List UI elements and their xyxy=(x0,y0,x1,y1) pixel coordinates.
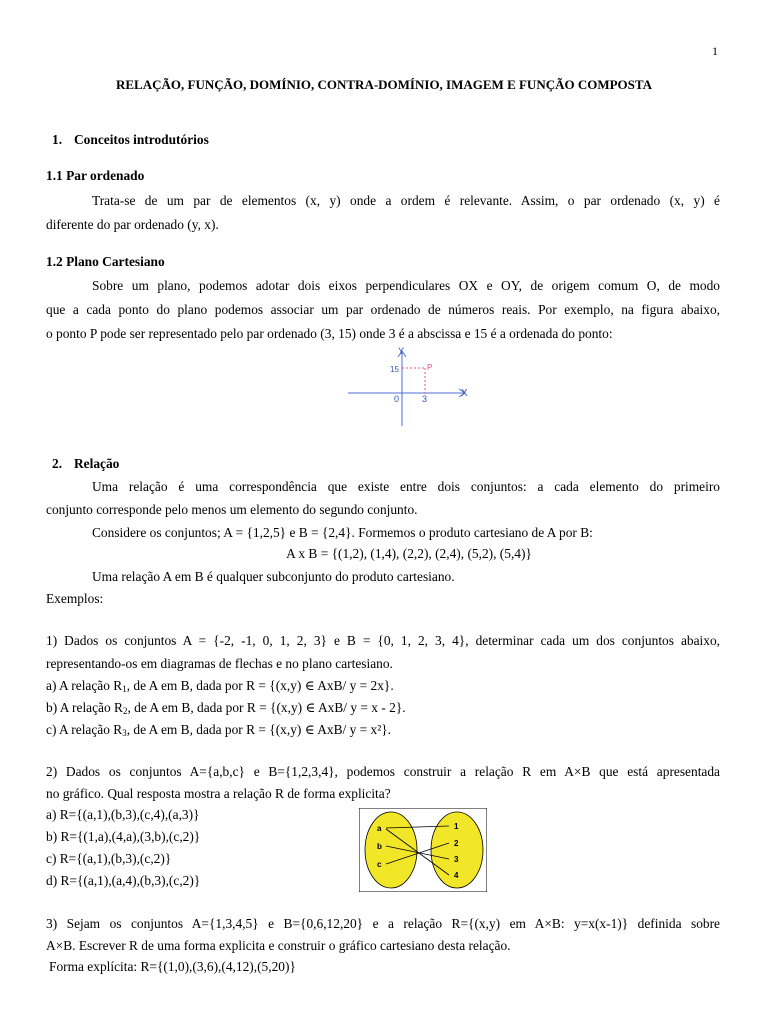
example2-line: no gráfico. Qual resposta mostra a relação R de forma explicita? xyxy=(46,786,391,801)
paragraph-line: Uma relação A em B é qualquer subconjunto do produto cartesiano. xyxy=(92,569,455,584)
set-a-element: c xyxy=(377,860,382,869)
paragraph-line: o ponto P pode ser representado pelo par ordenado (3, 15) onde 3 é a abscissa e 15 é a ordenada do ponto: xyxy=(46,326,613,341)
section1-heading: Conceitos introdutórios xyxy=(74,132,209,147)
set-b-element: 1 xyxy=(454,822,459,831)
arrow-diagram xyxy=(359,808,487,892)
example2-line: 2) Dados os conjuntos A={a,b,c} e B={1,2,3,4}, podemos construir a relação R em A×B que está apresentada xyxy=(46,764,720,779)
page-title: RELAÇÃO, FUNÇÃO, DOMÍNIO, CONTRA-DOMÍNIO, IMAGEM E FUNÇÃO COMPOSTA xyxy=(116,77,652,92)
section1-number: 1. xyxy=(52,132,63,147)
example2-option-d: d) R={(a,1),(a,4),(b,3),(c,2)} xyxy=(46,873,201,888)
example3-line: 3) Sejam os conjuntos A={1,3,4,5} e B={0,6,12,20} e a relação R={(x,y) em A×B: y=x(x-1)} definida sobre xyxy=(46,916,720,931)
example1-item-a: a) A relação $R_1$, de A em B, dada por R = {(x,y) ∈ AxB/ y = 2x}. xyxy=(46,678,394,694)
section2-number: 2. xyxy=(52,456,63,471)
x-axis-label: X xyxy=(461,388,468,399)
section2-heading: Relação xyxy=(74,456,120,471)
point-p-label: P xyxy=(427,363,433,372)
cartesian-product: A x B = {(1,2), (1,4), (2,2), (2,4), (5,2), (5,4)} xyxy=(286,546,532,561)
set-b-element: 3 xyxy=(454,855,459,864)
paragraph-line: conjunto corresponde pelo menos um elemento do segundo conjunto. xyxy=(46,502,418,517)
example2-option-c: c) R={(a,1),(b,3),(c,2)} xyxy=(46,851,172,866)
page-number: 1 xyxy=(712,44,718,58)
paragraph-line: Sobre um plano, podemos adotar dois eixos perpendiculares OX e OY, de origem comum O, de modo xyxy=(92,278,720,293)
x-tick-label: 3 xyxy=(422,394,428,404)
paragraph-line: Uma relação é uma correspondência que existe entre dois conjuntos: a cada elemento do primeiro xyxy=(92,479,720,494)
set-a-element: b xyxy=(377,842,382,851)
paragraph-line: Considere os conjuntos; A = {1,2,5} e B = {2,4}. Formemos o produto cartesiano de A por B: xyxy=(92,525,593,540)
set-a-element: a xyxy=(377,824,382,833)
y-axis-label: Y xyxy=(398,346,405,356)
example1-item-c: c) A relação $R_3$, de A em B, dada por R = {(x,y) ∈ AxB/ y = x²}. xyxy=(46,722,392,738)
example1-line: representando-os em diagramas de flechas e no plano cartesiano. xyxy=(46,656,393,671)
paragraph-line: Trata-se de um par de elementos (x, y) onde a ordem é relevante. Assim, o par ordenado (x, y) é xyxy=(92,193,720,208)
origin-label: 0 xyxy=(394,394,400,404)
example2-option-b: b) R={(1,a),(4,a),(3,b),(c,2)} xyxy=(46,829,201,844)
y-tick-label: 15 xyxy=(390,365,399,374)
paragraph-line: que a cada ponto do plano podemos associar um par ordenado de números reais. Por exemplo, na figura abaixo, xyxy=(46,302,720,317)
set-b-element: 2 xyxy=(454,839,459,848)
example2-option-a: a) R={(a,1),(b,3),(c,4),(a,3)} xyxy=(46,807,200,822)
cartesian-plane-figure xyxy=(346,346,474,430)
example1-line: 1) Dados os conjuntos A = {-2, -1, 0, 1, 2, 3} e B = {0, 1, 2, 3, 4}, determinar cada um dos conjuntos abaixo, xyxy=(46,633,720,648)
set-a-ellipse xyxy=(365,812,417,888)
example3-line: A×B. Escrever R de uma forma explicita e construir o gráfico cartesiano desta relação. xyxy=(46,938,511,953)
subsection-1-1-heading: 1.1 Par ordenado xyxy=(46,168,145,183)
examples-label: Exemplos: xyxy=(46,591,104,606)
paragraph-line: diferente do par ordenado (y, x). xyxy=(46,217,219,232)
example1-item-b: b) A relação $R_2$, de A em B, dada por R = {(x,y) ∈ AxB/ y = x - 2}. xyxy=(46,700,406,716)
example3-explicit-form: Forma explícita: R={(1,0),(3,6),(4,12),(5,20)} xyxy=(49,959,296,974)
subsection-1-2-heading: 1.2 Plano Cartesiano xyxy=(46,254,165,269)
set-b-element: 4 xyxy=(454,871,459,880)
